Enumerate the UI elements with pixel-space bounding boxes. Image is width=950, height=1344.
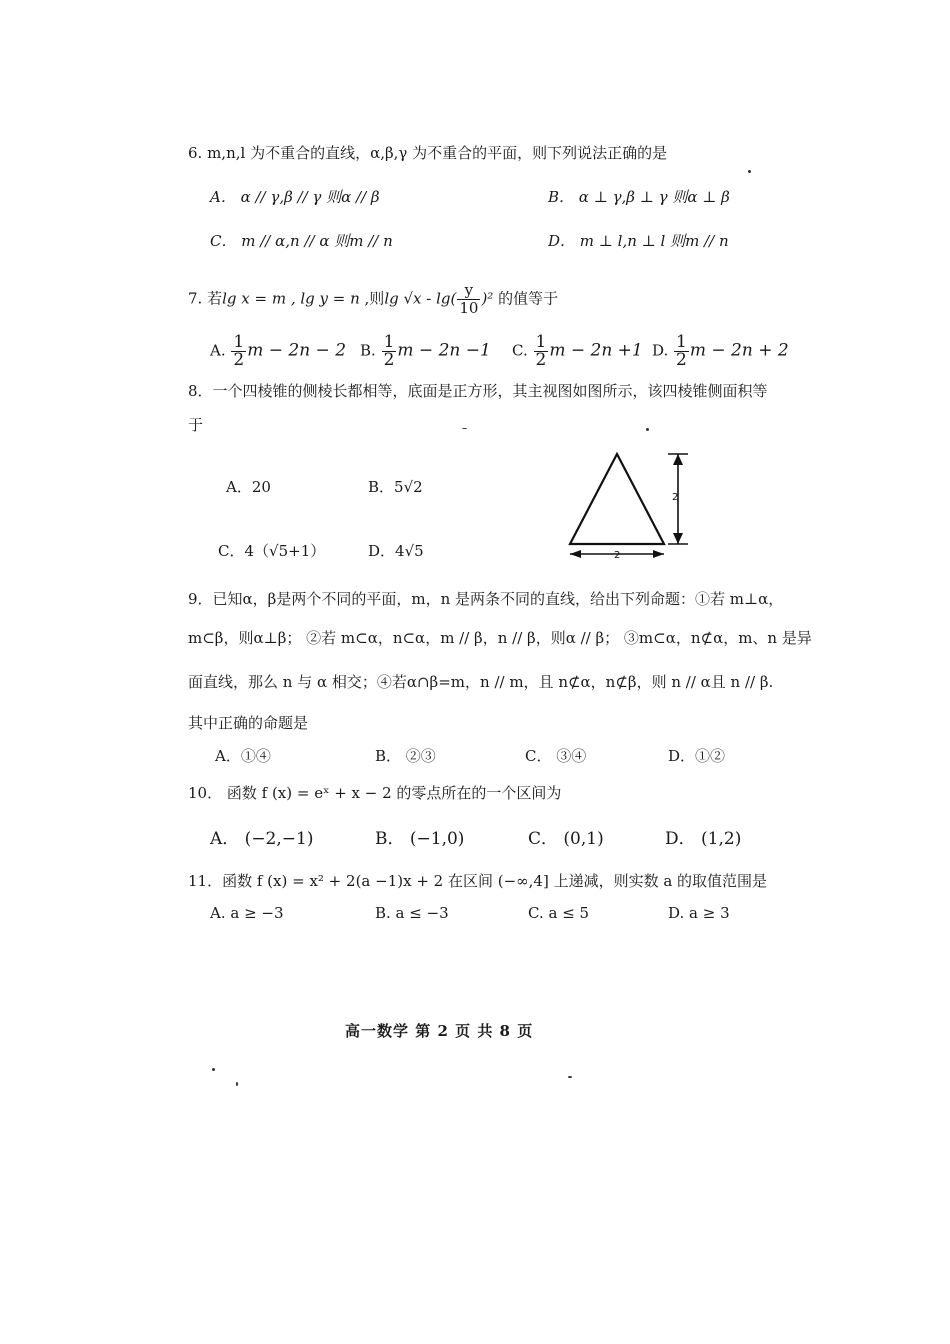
q8-front-view-triangle-figure [560, 440, 700, 570]
q10-option-c: C． (0,1) [528, 829, 604, 849]
q10-option-d: D． (1,2) [665, 829, 742, 849]
q9-option-a: A．①④ [215, 747, 271, 765]
q9-line1: 9．已知α，β是两个不同的平面，m，n 是两条不同的直线，给出下列命题：①若 m⊥α， [188, 590, 784, 608]
height-arrow-down-icon [673, 533, 683, 544]
q8-option-c: C．4（√5+1） [218, 542, 326, 560]
q8-option-d: D．4√5 [368, 542, 424, 560]
scan-speck [568, 1076, 572, 1078]
q7-option-c-rest: m − 2n +1 [549, 340, 643, 361]
base-arrow-right-icon [653, 550, 664, 558]
page-footer: 高一数学 第 2 页 共 8 页 [345, 1022, 534, 1040]
q7-option-b-num: 1 [383, 332, 395, 352]
q7-option-b [360, 334, 491, 369]
q7-stem-expr: lg x = m , lg y = n [222, 289, 360, 308]
q7-option-c-frac [534, 334, 549, 369]
q7-option-b-den: 2 [383, 350, 395, 370]
q11-option-a: A. a ≥ −3 [210, 904, 284, 922]
q7-option-c-den: 2 [535, 350, 547, 370]
q8-option-a: A．20 [226, 478, 271, 496]
q7-option-c-num: 1 [535, 332, 547, 352]
scan-speck [646, 428, 649, 431]
q7-option-b-rest: m − 2n −1 [397, 340, 491, 361]
q7-option-d-frac [674, 334, 689, 369]
q7-option-d-den: 2 [676, 350, 687, 370]
q9-line4: 其中正确的命题是 [188, 714, 309, 732]
q9-line2: m⊂β，则α⊥β； ②若 m⊂α，n⊂α，m // β，n // β，则α // β； ③m⊂α，n⊄α，m、n 是异 [188, 629, 812, 647]
q11-option-b: B. a ≤ −3 [375, 904, 449, 922]
q11-option-d: D. a ≥ 3 [668, 904, 730, 922]
q7-stem-expr2b: )² [481, 289, 494, 308]
q7-option-a-rest: m − 2n − 2 [247, 340, 347, 361]
q6-stem: 6. m,n,l 为不重合的直线，α,β,γ 为不重合的平面，则下列说法正确的是 [188, 144, 668, 162]
q7-option-a-label: A. [210, 341, 226, 360]
q7-option-a-frac [231, 334, 246, 369]
triangle-shape [570, 454, 664, 544]
q7-option-c-label: C. [512, 341, 528, 360]
q8-stem-line1: 8．一个四棱锥的侧棱长都相等，底面是正方形，其主视图如图所示，该四棱锥侧面积等 [188, 382, 768, 400]
base-arrow-left-icon [570, 550, 581, 558]
q7-stem-prefix: 7. 若 [188, 289, 223, 308]
q7-option-a [210, 334, 346, 369]
q7-option-d-rest: m − 2n + 2 [689, 340, 789, 361]
q9-option-c: C． ③④ [525, 747, 587, 765]
q9-option-d: D．①② [668, 747, 726, 765]
q7-option-a-den: 2 [233, 350, 245, 370]
q11-stem: 11．函数 f (x) = x² + 2(a −1)x + 2 在区间 (−∞,4] 上递减，则实数 a 的取值范围是 [188, 872, 768, 890]
q6-option-d: D． m ⊥ l,n ⊥ l 则m // n [548, 232, 729, 250]
q9-option-b: B． ②③ [375, 747, 436, 765]
scan-speck [462, 428, 467, 429]
q8-option-b: B．5√2 [368, 478, 423, 496]
scan-speck [212, 1068, 215, 1071]
scan-speck [748, 170, 751, 173]
figure-base-label: 2 [614, 550, 621, 561]
q7-option-b-frac [382, 334, 397, 369]
q11-option-c: C. a ≤ 5 [528, 904, 590, 922]
q7-stem-mid: ,则 [359, 289, 385, 308]
q7-frac-num: y [457, 282, 480, 300]
q7-option-d-label: D. [652, 341, 669, 360]
q7-option-a-num: 1 [233, 332, 245, 352]
q9-line3: 面直线，那么 n 与 α 相交；④若α∩β=m，n // m，且 n⊄α，n⊄β，则 n // α且 n // β. [188, 673, 774, 691]
q6-option-a: A． α // γ,β // γ 则α // β [210, 188, 380, 206]
q10-stem: 10． 函数 f (x) = eˣ + x − 2 的零点所在的一个区间为 [188, 784, 562, 802]
q7-option-d [652, 334, 789, 369]
q8-stem-line2: 于 [188, 416, 204, 434]
q7-stem-expr2a: lg √x - lg( [384, 289, 457, 308]
q7-fraction [457, 282, 480, 317]
q10-option-b: B． (−1,0) [375, 829, 465, 849]
scan-speck [236, 1082, 238, 1086]
figure-height-label: 2 [672, 492, 679, 503]
q7-stem [188, 282, 558, 317]
q7-option-d-num: 1 [676, 332, 687, 352]
q6-option-b: B． α ⊥ γ,β ⊥ γ 则α ⊥ β [548, 188, 730, 206]
q7-frac-den: 10 [459, 299, 479, 317]
q7-option-c [512, 334, 643, 369]
q6-option-c: C． m // α,n // α 则m // n [210, 232, 393, 250]
q7-stem-suffix: 的值等于 [493, 289, 559, 308]
height-arrow-up-icon [673, 454, 683, 465]
q7-option-b-label: B. [360, 341, 376, 360]
q10-option-a: A． (−2,−1) [210, 829, 314, 849]
